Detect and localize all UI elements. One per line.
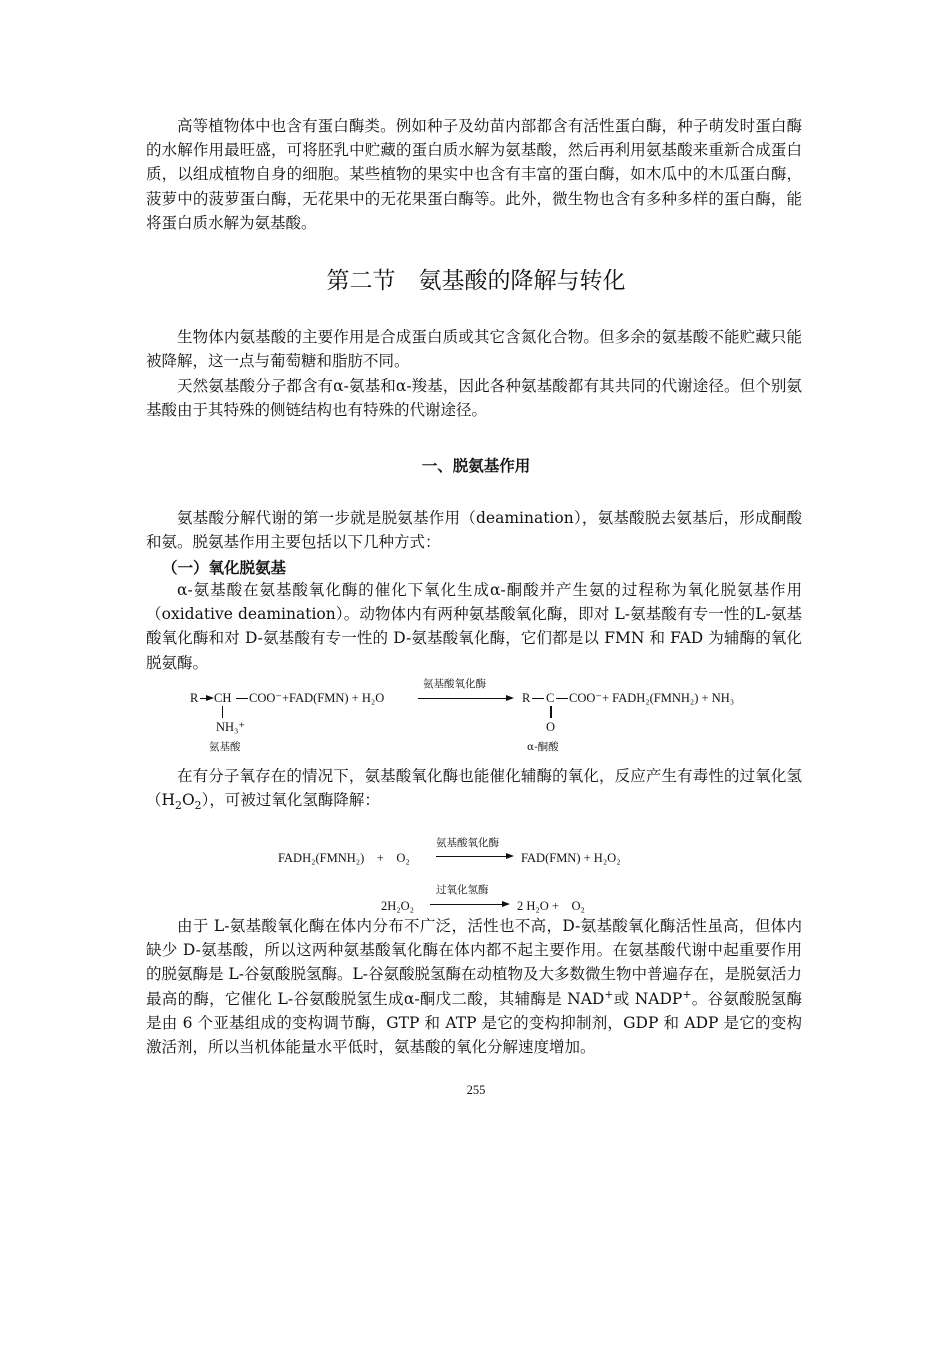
paragraph-gdh-b: 或 NADP <box>613 989 683 1008</box>
reaction-1-rhs-o: O <box>546 720 556 734</box>
paragraph-hydrogen-peroxide-b: O <box>181 791 195 810</box>
reaction-1-lhs-r: R <box>190 691 199 705</box>
reaction-1-rhs-rest: COO⁻+ FADH₂(FMNH₂) + NH₃ <box>569 691 735 705</box>
reaction-1-lhs-label: 氨基酸 <box>209 741 241 753</box>
paragraph-gdh-c: 。谷氨酸脱氢酶是由 6 个亚基组成的变构调节酶，GTP 和 ATP 是它的变构抑制剂，GDP 和 ADP 是它的变构激活剂，所以当机体能量水平低时，氨基酸的氧化分解速度增加。 <box>146 989 802 1057</box>
reaction-1-rhs-double-bond <box>550 706 552 718</box>
page-number: 255 <box>466 1083 486 1097</box>
reaction-1-arrow <box>418 698 512 699</box>
nadp-plus-sup: + <box>682 987 692 1001</box>
reaction-3-arrow <box>430 904 508 905</box>
reaction-3-enzyme: 过氧化氢酶 <box>436 884 489 896</box>
h2o2-sub-1: 2 <box>175 799 182 813</box>
reaction-1-rhs-r: R <box>522 691 531 705</box>
reaction-1-lhs-vbond <box>222 706 223 718</box>
reaction-1-rhs-label: α-酮酸 <box>527 741 559 753</box>
reaction-3-rhs: 2 H₂O + O₂ <box>517 899 585 913</box>
reaction-3-lhs: 2H₂O₂ <box>381 899 415 913</box>
reaction-2-enzyme: 氨基酸氧化酶 <box>436 837 499 849</box>
nad-plus-sup: + <box>604 987 614 1001</box>
paragraph-plant-proteases: 高等植物体中也含有蛋白酶类。例如种子及幼苗内部都含有活性蛋白酶，种子萌发时蛋白酶的水解作用最旺盛，可将胚乳中贮藏的蛋白质水解为氨基酸，然后再利用氨基酸来重新合成蛋白质，以组成植物自身的细胞。某些植物的果实中也含有丰富的蛋白酶，如木瓜中的木瓜蛋白酶，菠萝中的菠萝蛋白酶，无花果中的无花果蛋白酶等。此外，微生物也含有多种多样的蛋白酶，能将蛋白质水解为氨基酸。 <box>146 117 802 232</box>
paragraph-hydrogen-peroxide-a: 在有分子氧存在的情况下，氨基酸氧化酶也能催化辅酶的氧化，反应产生有毒性的过氧化氢（H <box>146 767 802 810</box>
section-title: 第二节 氨基酸的降解与转化 <box>326 268 626 294</box>
reaction-1-lhs-rest: COO⁻+FAD(FMN) + H₂O <box>249 691 385 705</box>
paragraph-hydrogen-peroxide-c: ），可被过氧化氢酶降解： <box>201 791 380 810</box>
reaction-1-rhs-c: C <box>546 691 555 705</box>
h2o2-sub-2: 2 <box>194 799 202 813</box>
subsection-title: 一、脱氨基作用 <box>421 457 531 475</box>
reaction-1-rhs-bond-2 <box>556 698 568 699</box>
paragraph-common-pathways: 天然氨基酸分子都含有α-氨基和α-羧基，因此各种氨基酸都有其共同的代谢途径。但个别氨基酸由于其特殊的侧链结构也有特殊的代谢途径。 <box>146 377 802 420</box>
reaction-1-lhs-bond-2 <box>236 698 248 699</box>
paragraph-amino-acid-role: 生物体内氨基酸的主要作用是合成蛋白质或其它含氮化合物。但多余的氨基酸不能贮藏只能被降解，这一点与葡萄糖和脂肪不同。 <box>146 328 802 371</box>
reaction-1-lhs-ch: CH <box>214 691 232 705</box>
reaction-1-rhs-bond-1 <box>532 698 544 699</box>
reaction-1-enzyme: 氨基酸氧化酶 <box>423 678 486 690</box>
reaction-1-lhs-nh3: NH₃⁺ <box>216 720 246 734</box>
paragraph-deamination: 氨基酸分解代谢的第一步就是脱氨基作用（deamination），氨基酸脱去氨基后，形成酮酸和氨。脱氨基作用主要包括以下几种方式： <box>146 509 802 552</box>
reaction-2-lhs: FADH₂(FMNH₂) + O₂ <box>278 851 410 865</box>
paragraph-oxidative-deamination: α-氨基酸在氨基酸氧化酶的催化下氧化生成α-酮酸并产生氨的过程称为氧化脱氨基作用（oxidative deamination）。动物体内有两种氨基酸氧化酶，即对 L-氨基酸有专一性的L-氨基酸氧化酶和对 D-氨基酸有专一性的 D-氨基酸氧化酶，它们都是以 FMN 和 FAD 为辅酶的氧化脱氨酶。 <box>146 581 802 672</box>
reaction-2-rhs: FAD(FMN) + H₂O₂ <box>521 851 621 865</box>
paragraph-glutamate-dehydrogenase <box>146 914 802 1059</box>
reaction-1-lhs-bond-1 <box>200 698 212 699</box>
subsubsection-title: （一）氧化脱氨基 <box>162 559 287 577</box>
paragraph-hydrogen-peroxide <box>146 764 802 812</box>
paragraph-gdh-a: 由于 L-氨基酸氧化酶在体内分布不广泛，活性也不高，D-氨基酸氧化酶活性虽高，但体内缺少 D-氨基酸，所以这两种氨基酸氧化酶在体内都不起主要作用。在氨基酸代谢中起重要作用的脱氨酶是 L-谷氨酸脱氢酶。L-谷氨酸脱氢酶在动植物及大多数微生物中普遍存在，是脱氨活力最高的酶，它催化 L-谷氨酸脱氢生成α-酮戊二酸，其辅酶是 NAD <box>146 917 802 1008</box>
reaction-2-arrow <box>436 856 512 857</box>
